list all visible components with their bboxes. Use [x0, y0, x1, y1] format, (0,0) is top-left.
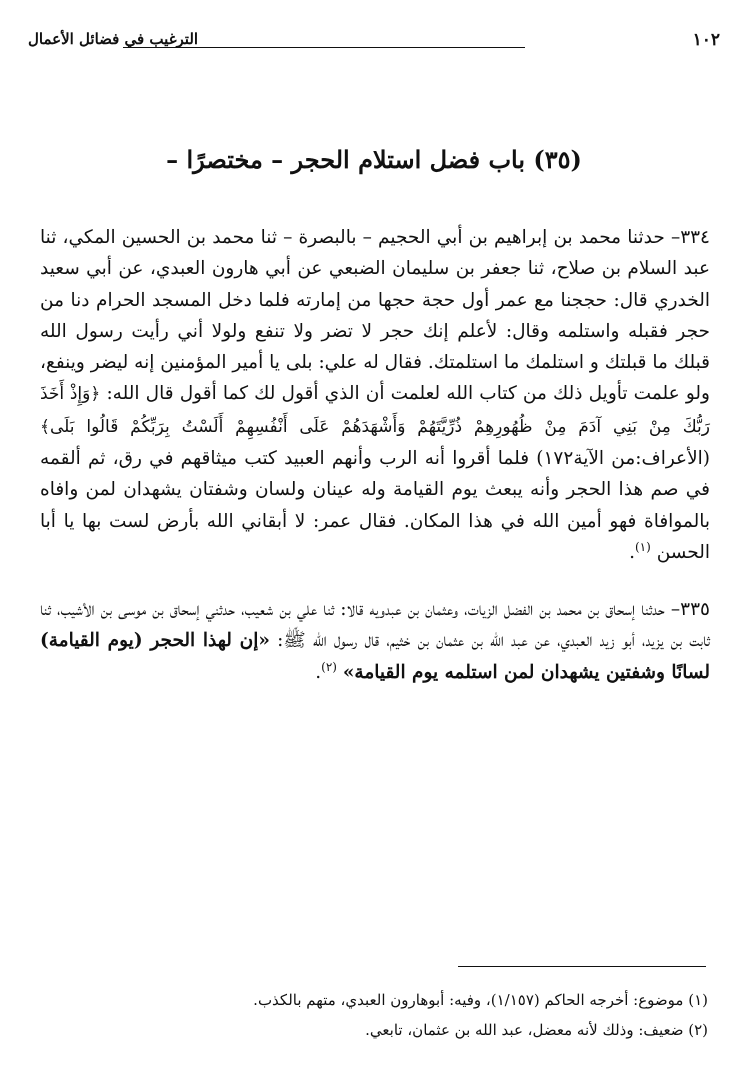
chapter-title: (٣٥) باب فضل استلام الحجر – مختصرًا –: [166, 145, 582, 174]
sentence-end: .: [315, 661, 322, 683]
footnote-marker: (١): [634, 539, 651, 554]
hadith-text: حدثنا محمد بن إبراهيم بن أبي الحجيم – بالبصرة – ثنا محمد بن الحسين المكي، ثنا عبد السلام بن صلاح، ثنا جعفر بن سليمان الضبعي عن أبي هارون العبدي، عن أبي سعيد الخدري قال: حججنا مع عمر أول حجة حجها من إمارته فلما دخل المسجد الحرام دنا من حجر فقبله واستلمه وقال: لأعلم إنك حجر لا تضر ولا تنفع ولولا أني رأيت رسول الله قبلك ما قبلتك و استلمك ما استلمتك. فقال له علي: بلى يا أمير المؤمنين إنه ليضر وينفع، ولو علمت تأويل ذلك من كتاب الله لعلمت أن الذي أقول لك كما أقول قال الله:: [40, 227, 710, 405]
footnotes: [40, 985, 708, 1045]
footnote-separator: [458, 966, 706, 967]
page-number: ١٠٢: [692, 30, 720, 50]
footnote-2: (٢) ضعيف: وذلك لأنه معضل، عبد الله بن عثمان، تابعي.: [365, 1021, 708, 1039]
footnote-1: (١) موضوع: أخرجه الحاكم (١/١٥٧)، وفيه: أبوهارون العبدي، متهم بالكذب.: [253, 991, 708, 1009]
hadith-number: ٣٣٥–: [670, 599, 710, 620]
hadith-text: حدثنا إسحاق بن محمد بن الفضل الزيات، وعثمان بن عبدويه قالا: ثنا علي بن شعيب، حدثني إسحاق بن موسى بن الأشيب، ثنا ثابت بن يزيد، أبو زيد العبدي، عن عبد الله بن عثمان بن خثيم، قال رسول الله ﷺ:: [40, 599, 710, 652]
footnote-marker: (٢): [321, 659, 337, 674]
hadith-number: ٣٣٤–: [670, 227, 710, 248]
hadith-text-continued: (الأعراف:من الآية١٧٢) فلما أقروا أنه الرب وأنهم العبيد كتب ميثاقهم في رق، ثم ألقمه في صم هذا الحجر وأنه يبعث يوم القيامة وله عينان ولسان وشفتان يشهدان لمن وافاه بالموافاة فهو أمين الله في هذا المكان. فقال عمر: لا أبقاني الله بأرض لست بها يا أبا الحسن: [40, 448, 710, 563]
hadith-335: [40, 594, 710, 688]
page-header: [28, 30, 720, 60]
sentence-end: .: [629, 541, 635, 563]
running-title: الترغيب في فضائل الأعمال: [28, 30, 199, 48]
quran-verse: ﴿وَإِذْ أَخَذَ رَبُّكَ مِنْ بَنِي آدَمَ مِنْ ظُهُورِهِمْ ذُرِّيَّتَهُمْ وَأَشْهَدَهُمْ عَلَى أَنْفُسِهِمْ أَلَسْتُ بِرَبِّكُمْ قَالُوا بَلَى﴾: [40, 384, 710, 437]
hadith-334: [40, 222, 710, 568]
prophetic-quote: «إن لهذا الحجر (يوم القيامة) لسانًا وشفتين يشهدان لمن استلمه يوم القيامة»: [40, 630, 710, 683]
